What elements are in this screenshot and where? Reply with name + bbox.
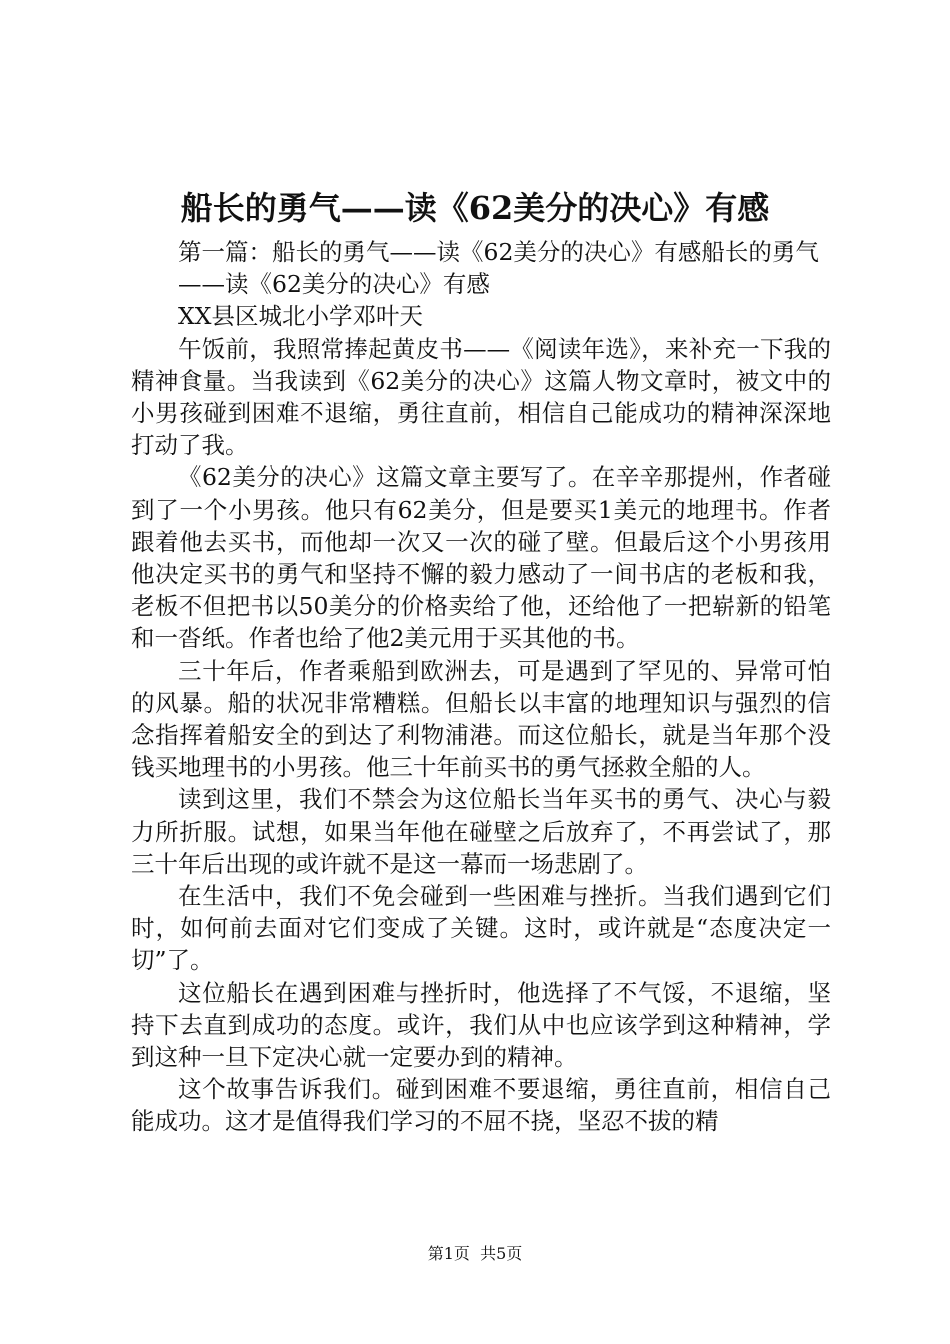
- paragraph: 三十年后，作者乘船到欧洲去，可是遇到了罕见的、异常可怕的风暴。船的状况非常糟糕。但船长以丰富的地理知识与强烈的信念指挥着船安全的到达了利物浦港。而这位船长，就是当年那个没钱买地理书的小男孩。他三十年前买书的勇气拯救全船的人。: [131, 656, 831, 782]
- document-body: [131, 236, 831, 1138]
- paragraph: 《62美分的决心》这篇文章主要写了。在辛辛那提州，作者碰到了一个小男孩。他只有62美分，但是要买1美元的地理书。作者跟着他去买书，而他却一次又一次的碰了壁。但最后这个小男孩用他决定买书的勇气和坚持不懈的毅力感动了一间书店的老板和我，老板不但把书以50美分的价格卖给了他，还给他了一把崭新的铅笔和一沓纸。作者也给了他2美元用于买其他的书。: [131, 463, 831, 653]
- paragraph: 午饭前，我照常捧起黄皮书——《阅读年选》，来补充一下我的精神食量。当我读到《62美分的决心》这篇人物文章时，被文中的小男孩碰到困难不退缩，勇往直前，相信自己能成功的精神深深地打动了我。: [131, 334, 831, 460]
- paragraph: 在生活中，我们不免会碰到一些困难与挫折。当我们遇到它们时，如何前去面对它们变成了关键。这时，或许就是“态度决定一切”了。: [131, 882, 831, 975]
- paragraph-heading: 第一篇：船长的勇气——读《62美分的决心》有感船长的勇气: [178, 238, 819, 266]
- document-title: 船长的勇气——读《62美分的决心》有感: [180, 189, 770, 227]
- paragraph: 读到这里，我们不禁会为这位船长当年买书的勇气、决心与毅力所折服。试想，如果当年他在碰壁之后放弃了，不再尝试了，那三十年后出现的或许就不是这一幕而一场悲剧了。: [131, 785, 831, 878]
- paragraph-subtitle: ——读《62美分的决心》有感: [178, 270, 490, 299]
- paragraph: 这位船长在遇到困难与挫折时，他选择了不气馁，不退缩，坚持下去直到成功的态度。或许，我们从中也应该学到这种精神，学到这种一旦下定决心就一定要办到的精神。: [131, 978, 831, 1072]
- paragraph-author: XX县区城北小学邓叶天: [178, 302, 423, 331]
- page-number-footer: 第1页 共5页: [427, 1244, 523, 1263]
- paragraph: 这个故事告诉我们。碰到困难不要退缩，勇往直前，相信自己能成功。这才是值得我们学习的不屈不挠，坚忍不拔的精: [131, 1075, 831, 1136]
